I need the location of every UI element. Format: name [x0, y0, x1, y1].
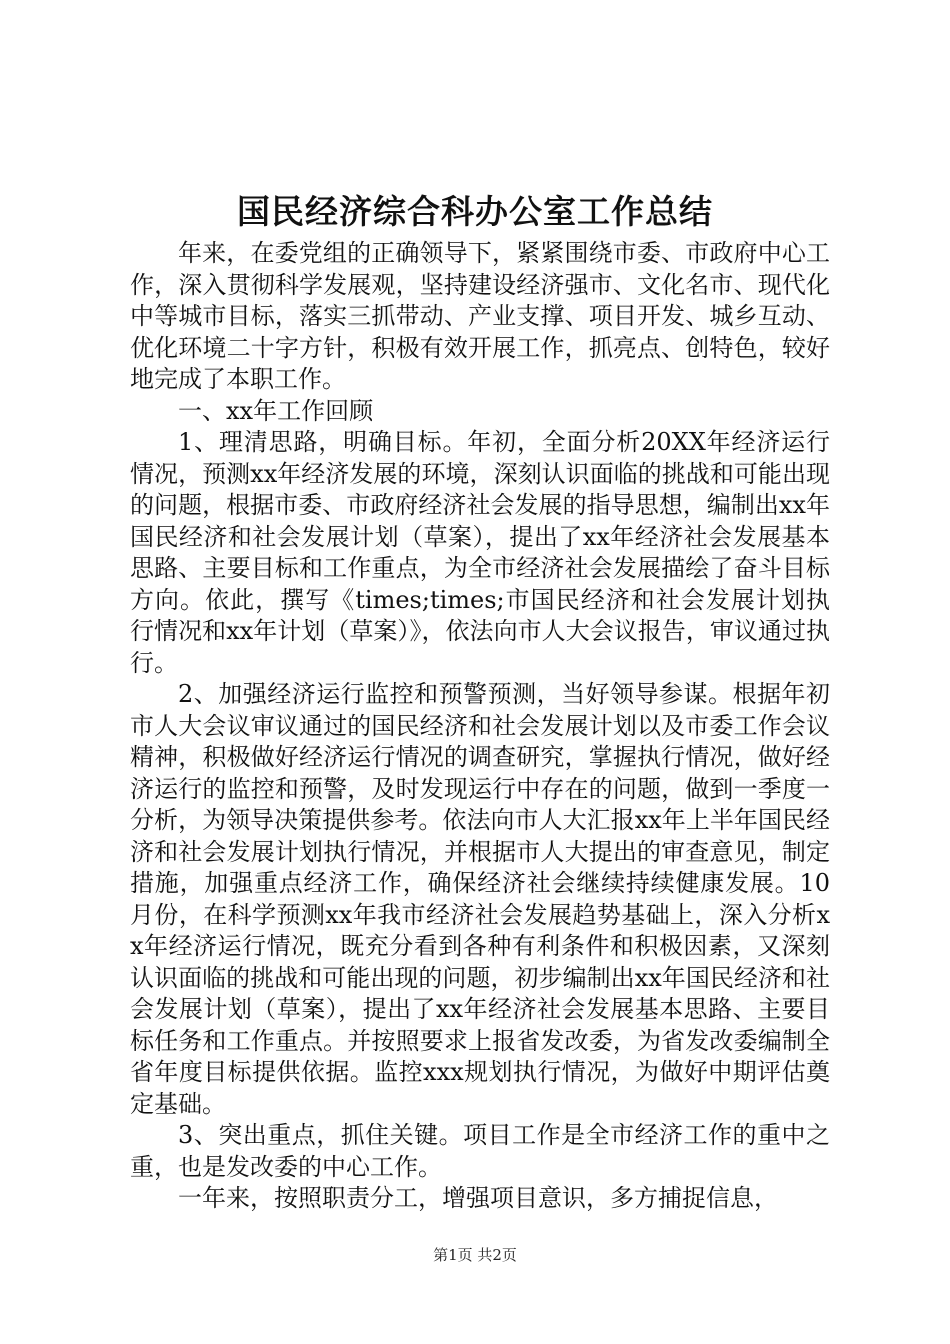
page-number-footer: 第1页 共2页 [433, 1246, 517, 1264]
continuation-paragraph: 一年来，按照职责分工，增强项目意识，多方捕捉信息， [178, 1184, 778, 1212]
intro-paragraph: 年来，在委党组的正确领导下，紧紧围绕市委、市政府中心工作，深入贯彻科学发展观，坚持建设经济强市、文化名市、现代化中等城市目标，落实三抓带动、产业支撑、项目开发、城乡互动、优化环境二十字方针，积极有效开展工作，抓亮点、创特色，较好地完成了本职工作。 [130, 239, 830, 393]
document-body [130, 238, 830, 1215]
document-title: 国民经济综合科办公室工作总结 [237, 192, 713, 231]
section-heading: 一、xx年工作回顾 [178, 396, 374, 425]
item-2-paragraph: 2、加强经济运行监控和预警预测，当好领导参谋。根据年初市人大会议审议通过的国民经济和社会发展计划以及市委工作会议精神，积极做好经济运行情况的调查研究，掌握执行情况，做好经济运行的监控和预警，及时发现运行中存在的问题，做到一季度一分析，为领导决策提供参考。依法向市人大汇报xx年上半年国民经济和社会发展计划执行情况，并根据市人大提出的审查意见，制定措施，加强重点经济工作，确保经济社会继续持续健康发展。10月份，在科学预测xx年我市经济社会发展趋势基础上，深入分析xx年经济运行情况，既充分看到各种有利条件和积极因素，又深刻认识面临的挑战和可能出现的问题，初步编制出xx年国民经济和社会发展计划（草案），提出了xx年经济社会发展基本思路、主要目标任务和工作重点。并按照要求上报省发改委，为省发改委编制全省年度目标提供依据。监控xxx规划执行情况，为做好中期评估奠定基础。 [130, 680, 830, 1118]
item-3-paragraph: 3、突出重点，抓住关键。项目工作是全市经济工作的重中之重，也是发改委的中心工作。 [130, 1121, 830, 1181]
item-1-paragraph: 1、理清思路，明确目标。年初，全面分析20XX年经济运行情况，预测xx年经济发展的环境，深刻认识面临的挑战和可能出现的问题，根据市委、市政府经济社会发展的指导思想，编制出xx年国民经济和社会发展计划（草案），提出了xx年经济社会发展基本思路、主要目标和工作重点，为全市经济社会发展描绘了奋斗目标方向。依此，撰写《times;times;市国民经济和社会发展计划执行情况和xx年计划（草案）》，依法向市人大会议报告，审议通过执行。 [130, 428, 830, 677]
